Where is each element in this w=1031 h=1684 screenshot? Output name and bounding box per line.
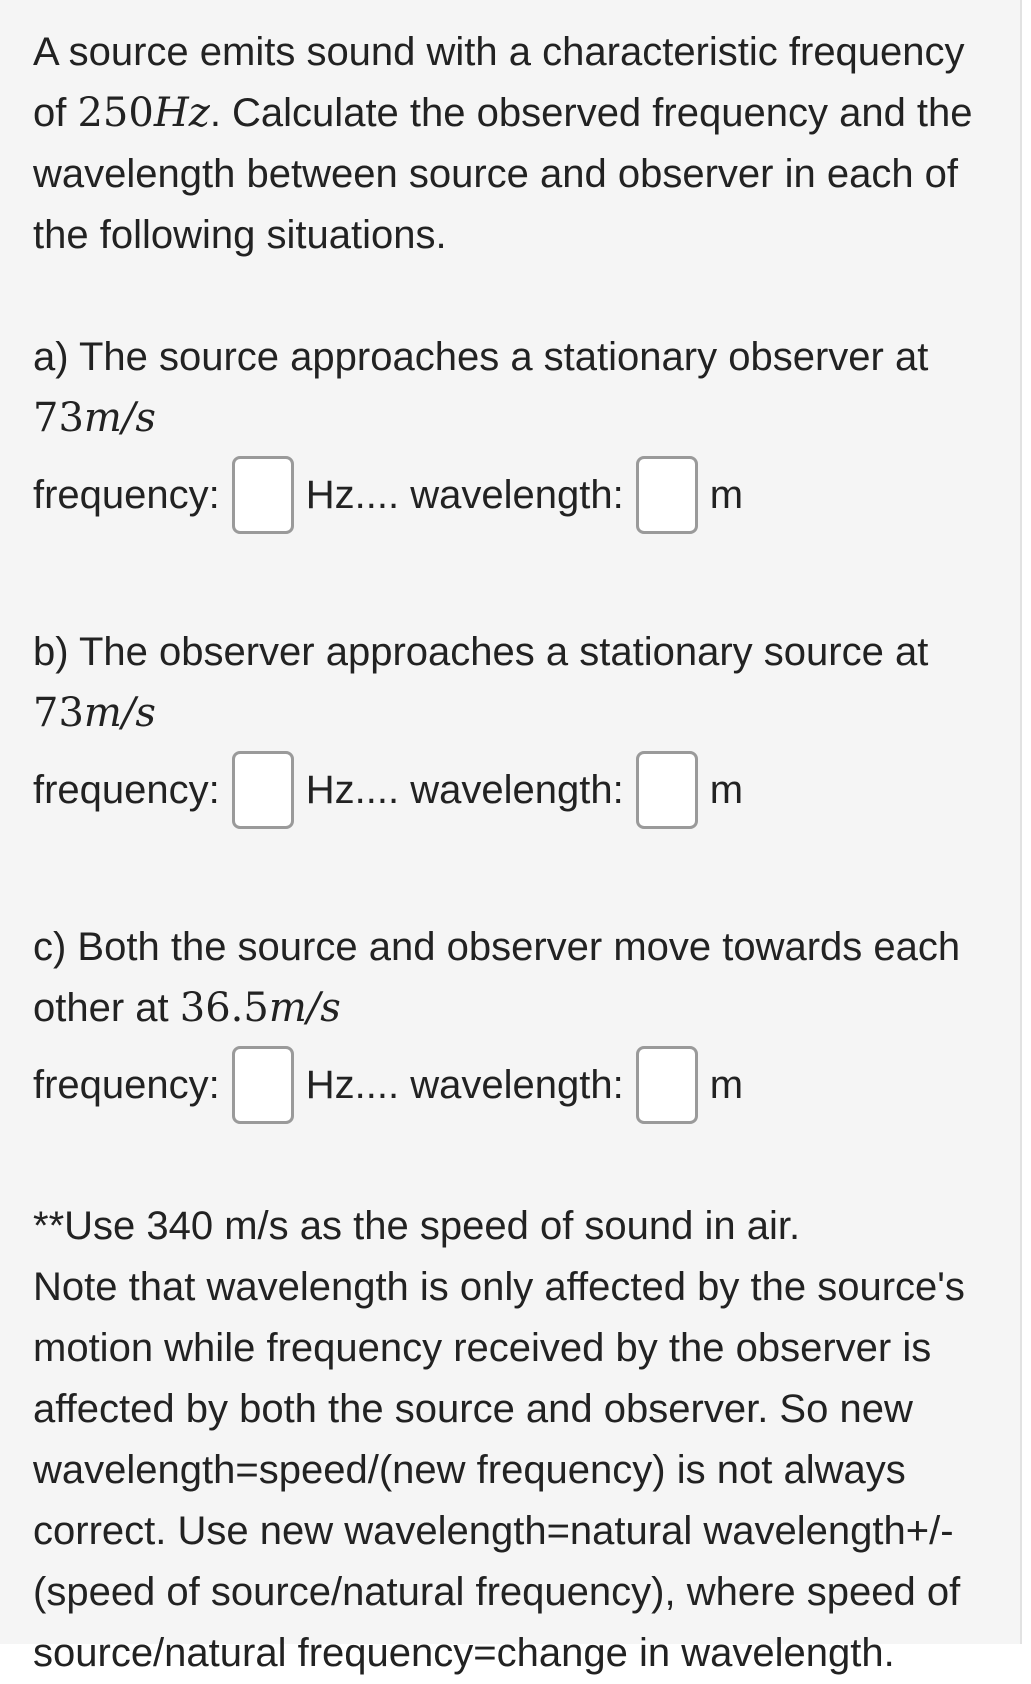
part-c-hz-wavelength-label: Hz.... wavelength: bbox=[305, 1062, 624, 1107]
part-b-frequency-input[interactable] bbox=[232, 751, 294, 829]
part-a-answer-row bbox=[33, 454, 993, 536]
part-a-prompt-text: a) The source approaches a stationary observer at bbox=[33, 335, 929, 379]
note-speed-of-sound: **Use 340 m/s as the speed of sound in air. bbox=[33, 1204, 801, 1248]
part-c-frequency-input[interactable] bbox=[232, 1046, 294, 1124]
part-a-speed-unit: m/s bbox=[83, 395, 156, 441]
intro-frequency-unit: Hz bbox=[153, 90, 210, 136]
part-c-frequency-label: frequency: bbox=[33, 1062, 220, 1107]
part-a-speed-number: 73 bbox=[33, 395, 84, 441]
part-a bbox=[33, 327, 993, 536]
part-a-hz-wavelength-label: Hz.... wavelength: bbox=[305, 472, 624, 517]
part-c-prompt-text: c) Both the source and observer move towards each other at bbox=[33, 925, 961, 1030]
notes bbox=[33, 1196, 993, 1684]
part-a-frequency-label: frequency: bbox=[33, 472, 220, 517]
question-intro bbox=[33, 22, 993, 266]
part-c-prompt bbox=[33, 917, 993, 1039]
part-b-hz-wavelength-label: Hz.... wavelength: bbox=[305, 767, 624, 812]
intro-text-before: A source emits sound with a characteristic frequency of bbox=[33, 30, 965, 135]
intro-text-after: . Calculate the observed frequency and the wavelength between source and observer in each of the following situations. bbox=[33, 91, 973, 257]
part-b-answer-row bbox=[33, 749, 993, 831]
part-b-prompt-text: b) The observer approaches a stationary source at bbox=[33, 630, 929, 674]
note-wavelength-explanation: Note that wavelength is only affected by the source's motion while frequency received by the observer is affected by both the source and observer. So new wavelength=speed/(new frequency) is not always correct. Use new wavelength=natural wavelength+/-(speed of source/natural frequency), where speed of source/natural frequency=change in wavelength. bbox=[33, 1265, 965, 1675]
part-c-answer-row bbox=[33, 1044, 993, 1126]
part-a-wavelength-input[interactable] bbox=[636, 456, 698, 534]
part-c-m-unit: m bbox=[709, 1062, 744, 1107]
part-b-frequency-label: frequency: bbox=[33, 767, 220, 812]
part-a-frequency-input[interactable] bbox=[232, 456, 294, 534]
question-content bbox=[33, 22, 993, 1684]
part-b-wavelength-input[interactable] bbox=[636, 751, 698, 829]
part-b-m-unit: m bbox=[709, 767, 744, 812]
part-b-prompt bbox=[33, 622, 993, 744]
part-c-speed-number: 36.5 bbox=[179, 985, 269, 1031]
part-a-prompt bbox=[33, 327, 993, 449]
intro-frequency-number: 250 bbox=[77, 90, 154, 136]
part-b-speed-number: 73 bbox=[33, 690, 84, 736]
part-c-speed-unit: m/s bbox=[268, 985, 341, 1031]
part-b bbox=[33, 622, 993, 831]
part-c-wavelength-input[interactable] bbox=[636, 1046, 698, 1124]
part-a-m-unit: m bbox=[709, 472, 744, 517]
part-b-speed-unit: m/s bbox=[83, 690, 156, 736]
part-c bbox=[33, 917, 993, 1126]
